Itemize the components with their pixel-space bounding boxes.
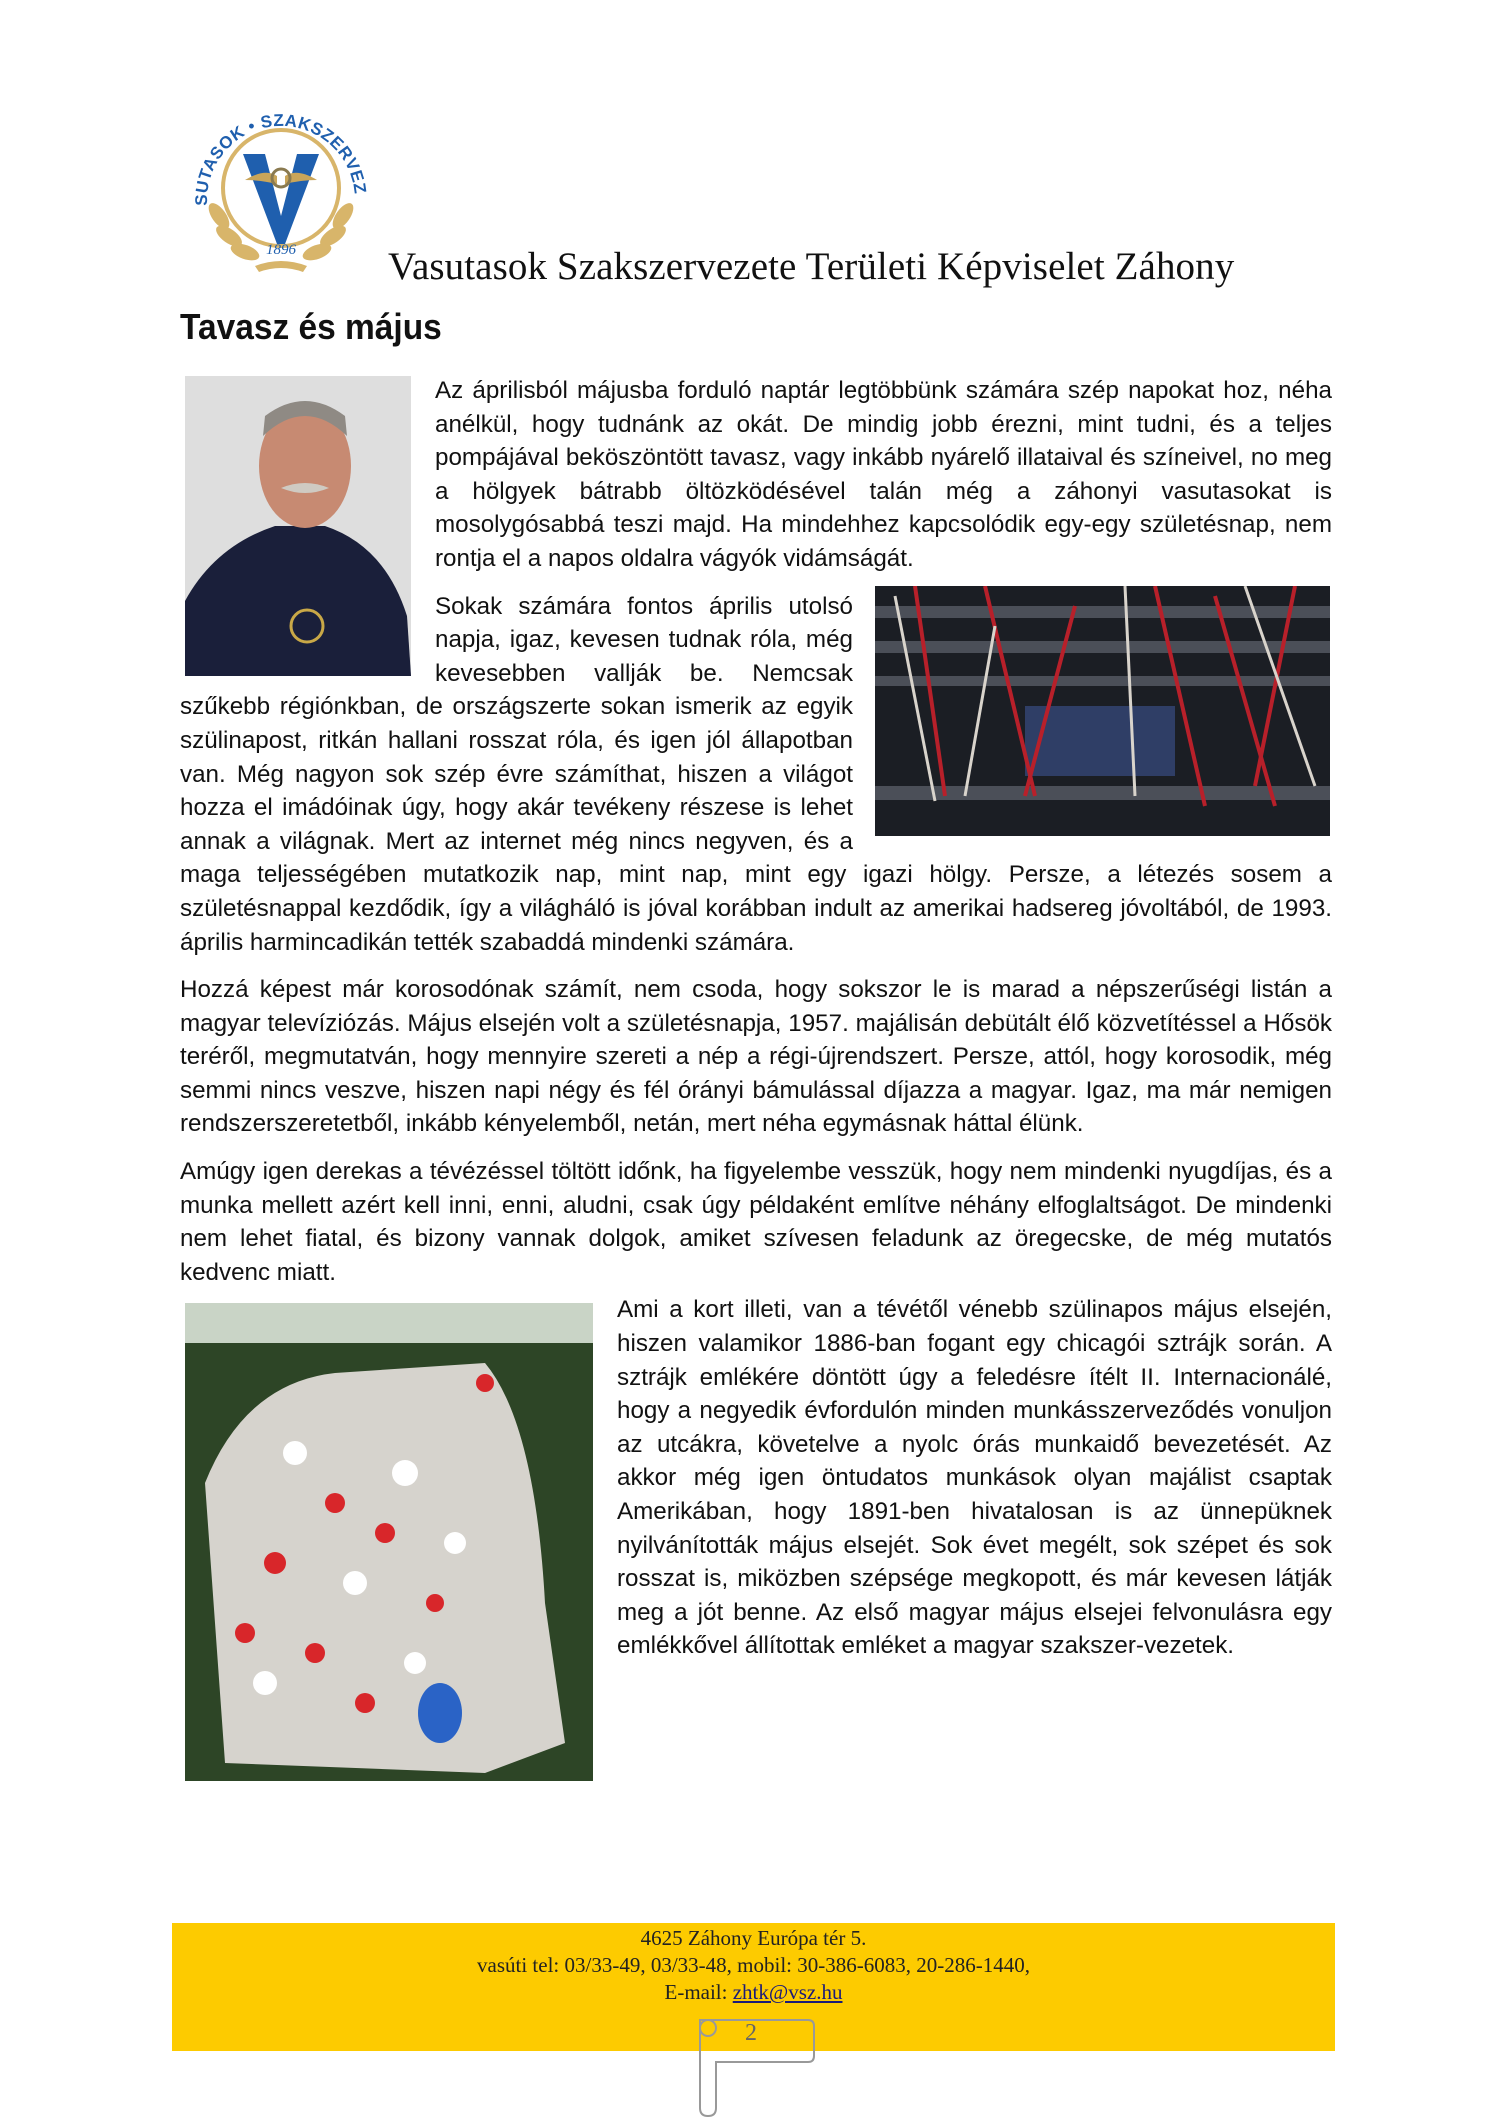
footer-email-label: E-mail:	[664, 1980, 733, 2004]
memorial-stone-photo	[185, 1303, 593, 1781]
organization-title: Vasutasok Szakszervezete Területi Képviselet Záhony	[388, 245, 1235, 288]
portrait-photo	[185, 376, 411, 676]
footer-email-link[interactable]: zhtk@vsz.hu	[732, 1980, 843, 2004]
footer-email-line	[172, 1979, 1335, 2006]
union-logo-emblem	[185, 88, 377, 280]
page-number-scroll-icon	[688, 2008, 828, 2124]
article-title: Tavasz és május	[180, 306, 442, 347]
paragraph-3: Hozzá képest már korosodónak számít, nem csoda, hogy sokszor le is marad a népszerűségi listán a magyar televíziózás. Május elsején volt a születésnapja, 1957. majálisán debütált élő közvetítéssel a Hősök teréről, megmutatván, hogy mennyire szereti a nép a régi-újrendszert. Persze, attól, hogy korosodik, még semmi nincs veszve, hiszen napi négy és fél órányi bámulással díjazza a magyar. Igaz, ma már nemigen rendszerszeretetből, inkább kényelemből, netán, mert néha egymásnak háttal élünk.	[180, 976, 1332, 1138]
footer-address: 4625 Záhony Európa tér 5.	[640, 1926, 867, 1950]
paragraph-4: Amúgy igen derekas a tévézéssel töltött időnk, ha figyelembe vesszük, hogy nem mindenki nyugdíjas, és a munka mellett azért kell inni, enni, aludni, csak úgy példaként említve néhány elfoglaltságot. De mindenki nem lehet fiatal, és bizony vannak dolgok, amiket szívesen feladunk az öregecske, de még mutatós kedvenc miatt.	[180, 1158, 1332, 1286]
paragraph-5: Ami a kort illeti, van a tévétől vénebb szülinapos május elsején, hiszen valamikor 1886-ban fogant egy chicagói sztrájk során. A sztrájk emlékére döntött úgy a feledésre ítélt II. Internacionálé, hogy a negyedik évfordulón minden munkásszerveződés vonuljon az utcákra, követelve a nyolc órás munkaidő bevezetését. Az akkor még igen öntudatos munkások olyan majálist csaptak Amerikában, hogy 1891-ben hivatalosan is az ünnepüknek nyilvánították május elsejét. Sok évet megélt, sok szépet és sok rosszat is, miközben szépsége megkopott, és már kevesen látják meg a jót benne. Az első magyar május elsejei felvonulásra egy emlékkővel állítottak emléket a magyar szakszer-vezetek.	[617, 1296, 1332, 1660]
paragraph-1: Az áprilisból májusba forduló naptár legtöbbünk számára szép napokat hoz, néha anélkül, hogy tudnánk az okát. De mindig jobb érezni, mint tudni, és a teljes pompájával beköszöntött tavasz, vagy inkább nyárelő illataival és színeivel, no meg a hölgyek bátrabb öltözködésével talán még a záhonyi vasutasokat is mosolygósabbá teszi majd. Ha mindehhez kapcsolódik egy-egy születésnap, nem rontja el a napos oldalra vágyók vidámságát.	[435, 377, 1332, 572]
patch-cables-photo	[875, 586, 1330, 836]
footer-phones: vasúti tel: 03/33-49, 03/33-48, mobil: 30-386-6083, 20-286-1440,	[477, 1953, 1030, 1977]
logo-year: 1896	[266, 242, 296, 258]
page-number: 2	[745, 2020, 757, 2046]
article-body	[180, 374, 1332, 1791]
paragraph-2: Sokak számára fontos április utolsó napja, igaz, kevesen tudnak róla, még kevesebben vallják be. Nemcsak szűkebb régiónkban, de országszerte sokan ismerik az egyik szülinapost, ritkán hallani rosszat róla, és igen jól állapotban van. Még nagyon sok szép évre számíthat, hiszen a világot hozza el imádóinak úgy, hogy akár tevékeny részese is lehet annak a világnak. Mert az internet még nincs negyven, és a maga teljességében mutatkozik nap, mint nap, mint egy igazi hölgy. Persze, a létezés sosem a születésnappal kezdődik, így a világháló is jóval korábban indult az amerikai hadsereg jóvoltából, de 1993. április harmincadikán tették szabaddá mindenki számára.	[180, 592, 1332, 956]
union-logo	[185, 88, 377, 280]
logo-ring-text: SUTASOK • SZAKSZERVEZ	[191, 110, 370, 206]
svg-text:VASUTASOK • SZAKSZERVEZETE	[185, 88, 370, 206]
